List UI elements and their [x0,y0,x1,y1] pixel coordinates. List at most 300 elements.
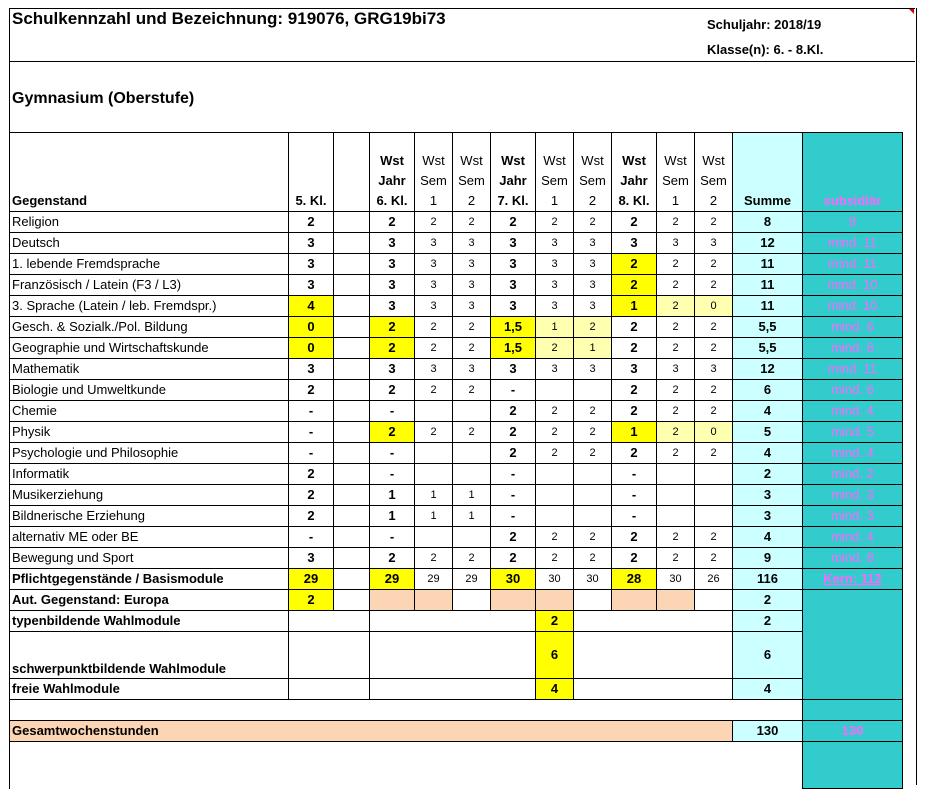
cell-k7: 3 [491,359,536,380]
cell-s8b: 2 [695,317,733,338]
table-row [10,548,903,569]
cell-s8a: 2 [657,254,695,275]
cell-s7b [574,380,612,401]
cell-s7b: 2 [574,212,612,233]
cell-s7b: 6 [536,632,574,679]
cell-s7b [574,485,612,506]
cell-sub: mind. 6 [803,380,903,401]
cell-sum: 5,5 [733,317,803,338]
table-row [10,401,903,422]
empty-cell [803,590,903,700]
table-row [10,569,903,590]
empty-cell [491,590,536,611]
cell-s8a: 2 [657,401,695,422]
cell-s7a [536,485,574,506]
cell-s6a: 3 [415,233,453,254]
cell-sub: 8 [803,212,903,233]
cell-k8: 2 [612,254,657,275]
empty-cell [657,590,695,611]
cell-k6: 3 [370,254,415,275]
cell-s7b: 3 [574,275,612,296]
cell-s6b: 3 [453,233,491,254]
cell-s8b: 2 [695,527,733,548]
cell-k8: 1 [612,422,657,443]
empty-cell [536,590,574,611]
cell-k5: 2 [289,590,334,611]
empty-cell [289,611,370,632]
cell-k8: 2 [612,212,657,233]
cell-s7a: 3 [536,233,574,254]
europa-row [10,590,903,611]
cell-sum: 12 [733,233,803,254]
subject-name: Chemie [10,401,289,422]
subject-name: 1. lebende Fremdsprache [10,254,289,275]
cell-k7: 3 [491,233,536,254]
col-7-sem1: Wst Sem 1 [536,133,574,212]
col-6-sem1: Wst Sem 1 [415,133,453,212]
bottom-row [10,742,903,789]
col-empty [334,133,370,212]
cell-k5: 3 [289,233,334,254]
cell-s8a: 2 [657,380,695,401]
cell-k7: 3 [491,254,536,275]
col-7-sem2: Wst Sem 2 [574,133,612,212]
cell-s7a: 2 [536,422,574,443]
cell-s8b: 26 [695,569,733,590]
cell-s6b: 3 [453,275,491,296]
cell-sub: mind. 3 [803,506,903,527]
cell-s6b: 2 [453,212,491,233]
empty-cell [574,632,733,679]
table-row [10,254,903,275]
subject-name: Geographie und Wirtschaftskunde [10,338,289,359]
cell-s8a: 30 [657,569,695,590]
col-k7: Wst Jahr 7. Kl. [491,133,536,212]
empty-cell [334,359,370,380]
subject-name: Bewegung und Sport [10,548,289,569]
cell-k8: 2 [612,317,657,338]
cell-s8a [657,506,695,527]
cell-s8a: 2 [657,527,695,548]
cell-sum: 6 [733,632,803,679]
cell-s6a: 3 [415,296,453,317]
cell-s7a: 3 [536,254,574,275]
subject-name: Pflichtgegenstände / Basismodule [10,569,289,590]
cell-sum: 130 [733,721,803,742]
school-type: Gymnasium (Oberstufe) [12,90,195,107]
cell-sum: 11 [733,275,803,296]
cell-k5: - [289,527,334,548]
table-row [10,464,903,485]
cell-s6b [453,443,491,464]
cell-sub: mind. 6 [803,338,903,359]
cell-s6b: 3 [453,254,491,275]
cell-k8: 1 [612,296,657,317]
table-row [10,338,903,359]
cell-s8a: 3 [657,359,695,380]
table-row [10,212,903,233]
cell-s7b: 2 [574,317,612,338]
cell-s8b [695,485,733,506]
cell-k7: 2 [491,401,536,422]
cell-sub: mind. 10 [803,275,903,296]
cell-sub: mind. 4 [803,401,903,422]
cell-k5: 0 [289,338,334,359]
cell-k8: 3 [612,233,657,254]
empty-cell [334,485,370,506]
cell-k8: - [612,464,657,485]
comment-marker [909,9,914,14]
cell-k7: - [491,464,536,485]
cell-s8a: 3 [657,233,695,254]
empty-cell [370,590,415,611]
cell-s6b [453,401,491,422]
cell-s6b: 2 [453,422,491,443]
cell-s6a: 2 [415,380,453,401]
cell-s7b [574,506,612,527]
cell-k7: 3 [491,275,536,296]
cell-k7: 3 [491,296,536,317]
cell-sum: 4 [733,401,803,422]
cell-k5: 3 [289,359,334,380]
empty-cell [334,233,370,254]
cell-sum: 116 [733,569,803,590]
cell-s8a [657,464,695,485]
cell-k7: 2 [491,548,536,569]
cell-k7: - [491,506,536,527]
cell-s7a: 2 [536,443,574,464]
schwer-row [10,632,903,679]
cell-s8b [695,464,733,485]
cell-s6a [415,464,453,485]
empty-cell [453,590,491,611]
cell-k8: 2 [612,401,657,422]
cell-k7: - [491,485,536,506]
cell-k6: 2 [370,212,415,233]
empty-cell [289,679,370,700]
empty-cell [334,401,370,422]
cell-sum: 11 [733,296,803,317]
cell-s6a: 1 [415,485,453,506]
table-row [10,296,903,317]
cell-s6a [415,527,453,548]
cell-s6b: 29 [453,569,491,590]
cell-sub: mind. 10 [803,296,903,317]
empty-cell [334,380,370,401]
empty-cell [334,296,370,317]
cell-k8: 2 [612,548,657,569]
subject-name: Psychologie und Philosophie [10,443,289,464]
cell-sum: 2 [733,611,803,632]
cell-k7: 2 [491,422,536,443]
cell-k7: 2 [491,527,536,548]
cell-k6: 3 [370,359,415,380]
cell-s8a: 2 [657,317,695,338]
cell-s7a: 3 [536,275,574,296]
col-gegenstand: Gegenstand [10,133,289,212]
cell-sub: mind. 3 [803,485,903,506]
page-title: Schulkennzahl und Bezeichnung: 919076, GRG19bi73 [12,9,446,28]
subject-name: 3. Sprache (Latein / leb. Fremdspr.) [10,296,289,317]
cell-k7: 30 [491,569,536,590]
table-row [10,443,903,464]
empty-cell [334,506,370,527]
cell-k6: 1 [370,485,415,506]
empty-cell [334,464,370,485]
cell-k6: 2 [370,317,415,338]
col-8-sem2: Wst Sem 2 [695,133,733,212]
cell-k8: 28 [612,569,657,590]
cell-k6: 3 [370,296,415,317]
cell-s7a: 2 [536,338,574,359]
subject-name: schwerpunktbildende Wahlmodule [10,632,289,679]
empty-cell [370,679,536,700]
cell-sum: 9 [733,548,803,569]
cell-s7b: 2 [574,401,612,422]
cell-k7: - [491,380,536,401]
cell-sum: 6 [733,380,803,401]
subject-name: Informatik [10,464,289,485]
cell-s7b: 30 [574,569,612,590]
cell-s6b: 2 [453,317,491,338]
header-row [10,133,903,212]
col-k5: 5. Kl. [289,133,334,212]
cell-k5: 3 [289,275,334,296]
cell-sum: 2 [733,464,803,485]
empty-cell [415,590,453,611]
cell-s8b: 3 [695,233,733,254]
cell-k8: 2 [612,527,657,548]
cell-sub: 130 [803,721,903,742]
subject-name: Biologie und Umweltkunde [10,380,289,401]
cell-s8a: 2 [657,212,695,233]
cell-sub: mind. 11 [803,233,903,254]
cell-s7b: 2 [574,548,612,569]
cell-s6b [453,464,491,485]
cell-sum: 3 [733,485,803,506]
cell-k5: 2 [289,506,334,527]
header-divider [9,61,915,62]
cell-s6b: 1 [453,485,491,506]
cell-s6a: 3 [415,275,453,296]
typen-row [10,611,903,632]
cell-s8a: 2 [657,275,695,296]
cell-sum: 8 [733,212,803,233]
cell-sum: 2 [733,590,803,611]
table-row [10,527,903,548]
cell-s7a: 30 [536,569,574,590]
cell-s6a: 3 [415,254,453,275]
cell-s8b: 3 [695,359,733,380]
empty-cell [612,590,657,611]
cell-k6: 3 [370,275,415,296]
cell-s6b: 2 [453,548,491,569]
table-row [10,233,903,254]
table-row [10,422,903,443]
empty-cell [334,443,370,464]
cell-s8a: 2 [657,296,695,317]
cell-s8b: 0 [695,296,733,317]
subject-name: Aut. Gegenstand: Europa [10,590,289,611]
cell-k5: 4 [289,296,334,317]
cell-k5: 2 [289,380,334,401]
cell-s8a [657,485,695,506]
cell-sub: Kern: 112 [803,569,903,590]
cell-sum: 5 [733,422,803,443]
subject-name: alternativ ME oder BE [10,527,289,548]
classes: Klasse(n): 6. - 8.Kl. [707,42,824,57]
cell-k6: 3 [370,233,415,254]
cell-s6b: 3 [453,359,491,380]
subject-name: Deutsch [10,233,289,254]
cell-s8b: 2 [695,401,733,422]
cell-k7: 1,5 [491,338,536,359]
cell-sum: 3 [733,506,803,527]
cell-k5: - [289,422,334,443]
cell-s7b: 3 [574,296,612,317]
cell-s8b [695,506,733,527]
cell-k5: 2 [289,464,334,485]
cell-k6: 2 [370,422,415,443]
cell-s6a: 3 [415,359,453,380]
cell-s7b: 3 [574,233,612,254]
empty-cell [334,548,370,569]
subject-name: Bildnerische Erziehung [10,506,289,527]
cell-k8: 2 [612,380,657,401]
cell-s6b: 1 [453,506,491,527]
cell-k8: 2 [612,275,657,296]
cell-sub: mind. 6 [803,317,903,338]
cell-s8a: 2 [657,422,695,443]
cell-s6a [415,443,453,464]
cell-k7: 2 [491,443,536,464]
cell-s8a: 2 [657,548,695,569]
cell-k7: 1,5 [491,317,536,338]
cell-s7b: 3 [574,254,612,275]
cell-s7a: 2 [536,548,574,569]
cell-s7a: 3 [536,359,574,380]
cell-k5: - [289,443,334,464]
gesamt-label: Gesamtwochenstunden [10,721,733,742]
empty-cell [334,569,370,590]
cell-s7b: 3 [574,359,612,380]
table-row [10,317,903,338]
cell-s7b: 1 [574,338,612,359]
subject-name: Physik [10,422,289,443]
subject-name: Musikerziehung [10,485,289,506]
cell-sub: mind. 4 [803,443,903,464]
table-row [10,380,903,401]
cell-s7a: 2 [536,527,574,548]
cell-s8b: 2 [695,254,733,275]
empty-cell [574,679,733,700]
empty-cell [334,254,370,275]
empty-cell [370,611,536,632]
cell-sum: 4 [733,527,803,548]
cell-sub: mind. 11 [803,254,903,275]
freie-row [10,679,903,700]
subject-name: Mathematik [10,359,289,380]
cell-s7a: 2 [536,212,574,233]
cell-k5: 3 [289,548,334,569]
table-row [10,359,903,380]
cell-s8b: 2 [695,443,733,464]
cell-s8b: 2 [695,212,733,233]
cell-k6: 1 [370,506,415,527]
cell-s6a: 29 [415,569,453,590]
cell-k6: - [370,464,415,485]
cell-s7b: 2 [574,527,612,548]
cell-k6: - [370,401,415,422]
table-row [10,485,903,506]
cell-s7b: 2 [574,443,612,464]
cell-s8b: 2 [695,380,733,401]
cell-k6: - [370,527,415,548]
cell-s6a: 2 [415,317,453,338]
subject-name: freie Wahlmodule [10,679,289,700]
cell-sub: mind. 2 [803,464,903,485]
empty-cell [334,338,370,359]
cell-s7a [536,464,574,485]
col-k6: Wst Jahr 6. Kl. [370,133,415,212]
cell-s6b: 3 [453,296,491,317]
cell-s7a [536,506,574,527]
empty-cell [370,632,536,679]
cell-sub: mind. 4 [803,527,903,548]
subject-name: Religion [10,212,289,233]
cell-s6b: 2 [453,338,491,359]
cell-s6a [415,401,453,422]
cell-s8b: 2 [695,548,733,569]
empty-cell [574,590,612,611]
table-row [10,506,903,527]
empty-cell [334,527,370,548]
subject-name: typenbildende Wahlmodule [10,611,289,632]
school-year: Schuljahr: 2018/19 [707,17,822,32]
empty-cell [574,611,733,632]
subject-name: Gesch. & Sozialk./Pol. Bildung [10,317,289,338]
empty-cell [10,700,803,721]
col-8-sem1: Wst Sem 1 [657,133,695,212]
empty-cell [695,590,733,611]
cell-s6b: 2 [453,380,491,401]
cell-s7b: 2 [536,611,574,632]
empty-cell [334,590,370,611]
cell-k6: 2 [370,380,415,401]
empty-cell [10,742,803,789]
cell-s8b: 0 [695,422,733,443]
timetable-grid [9,132,903,789]
empty-cell [334,317,370,338]
cell-s8a: 2 [657,338,695,359]
spacer-row [10,700,903,721]
cell-s8b: 2 [695,338,733,359]
cell-s7b: 4 [536,679,574,700]
cell-k7: 2 [491,212,536,233]
cell-sum: 4 [733,443,803,464]
empty-cell [803,700,903,721]
cell-sum: 4 [733,679,803,700]
col-k8: Wst Jahr 8. Kl. [612,133,657,212]
subject-name: Französisch / Latein (F3 / L3) [10,275,289,296]
cell-s7a: 1 [536,317,574,338]
cell-s7a: 2 [536,401,574,422]
table-row [10,275,903,296]
cell-s7b [574,464,612,485]
cell-k6: 29 [370,569,415,590]
cell-k6: 2 [370,548,415,569]
cell-s7a: 3 [536,296,574,317]
